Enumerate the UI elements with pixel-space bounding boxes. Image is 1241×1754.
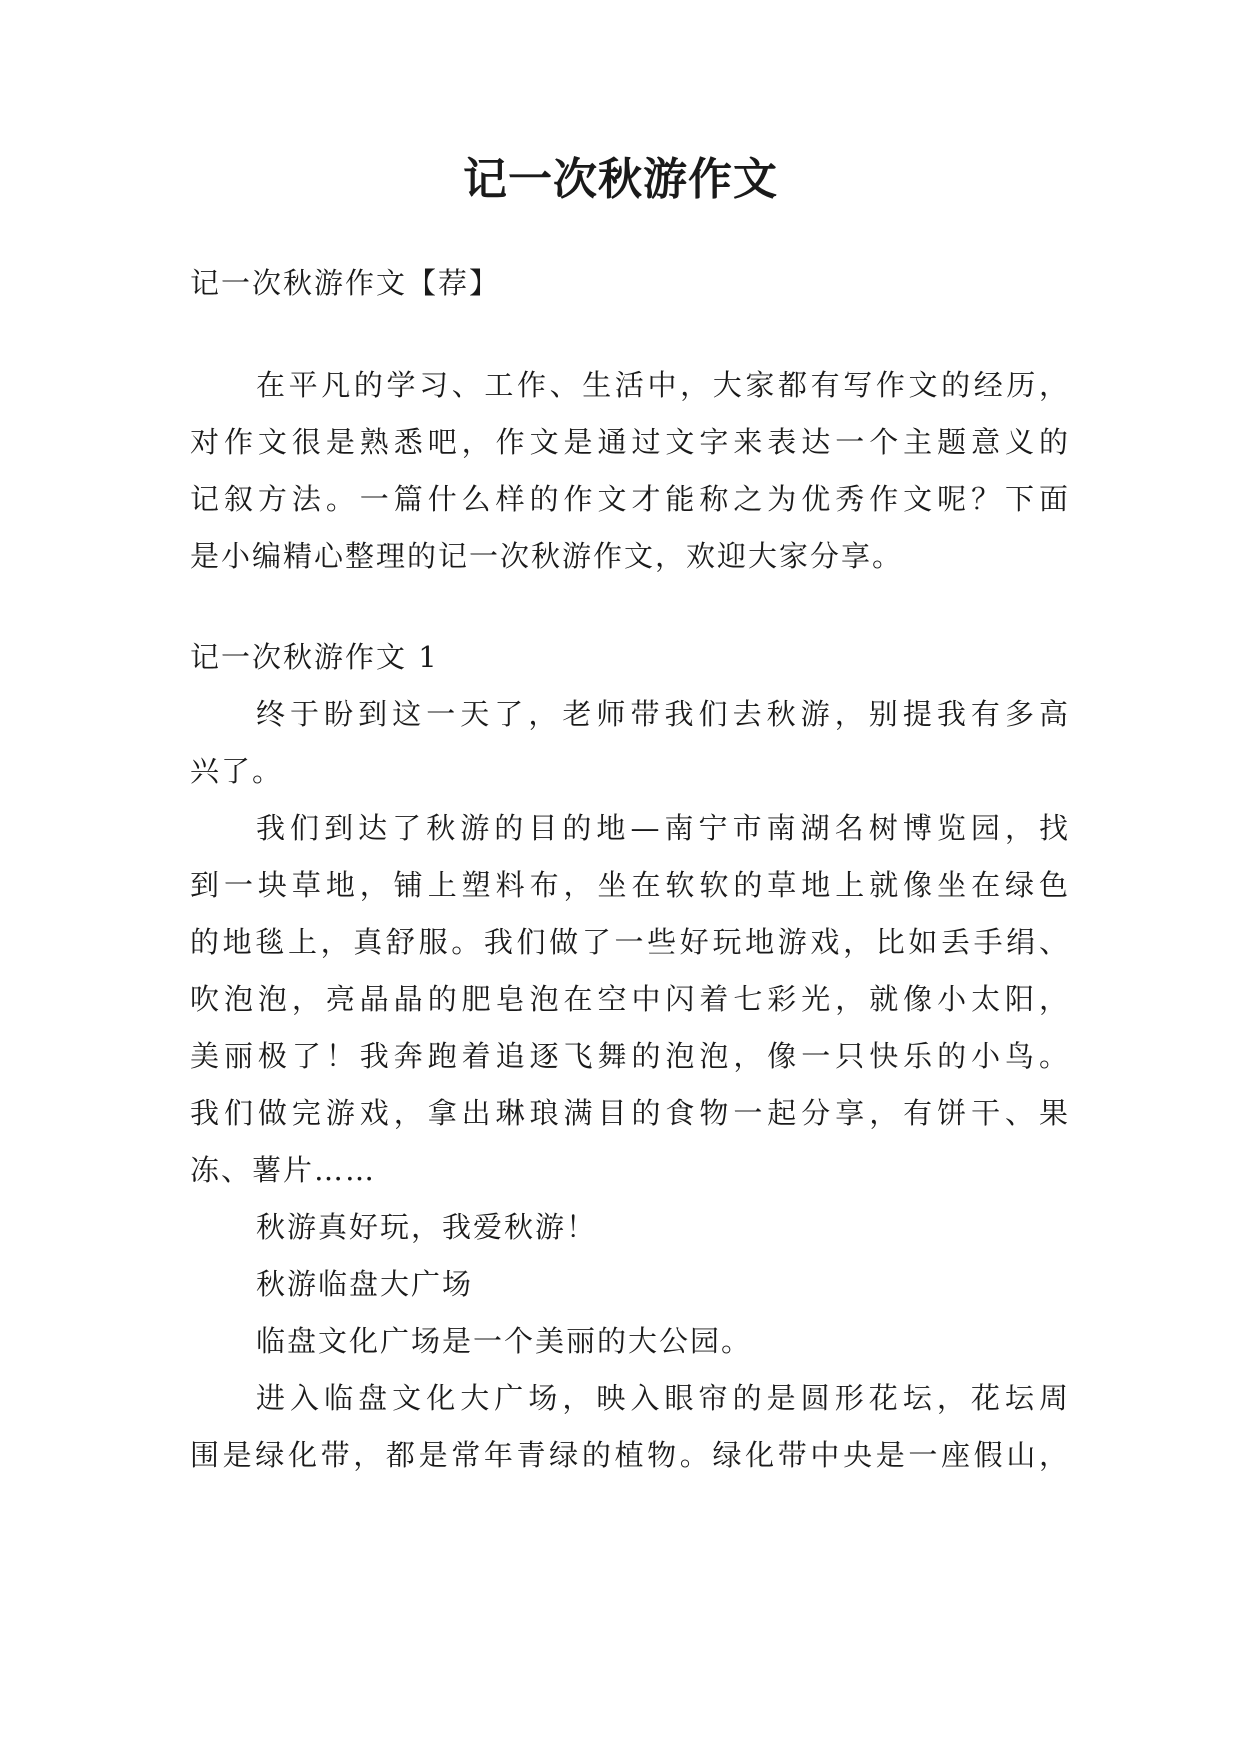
paragraph-line: 冻、薯片……: [190, 1153, 377, 1187]
paragraph-line: 兴了。: [190, 754, 284, 788]
intro-line: 在平凡的学习、工作、生活中，大家都有写作文的经历，: [256, 368, 1070, 402]
paragraph-line: 终于盼到这一天了，老师带我们去秋游，别提我有多高: [256, 697, 1070, 731]
paragraph-line: 美丽极了！我奔跑着追逐飞舞的泡泡，像一只快乐的小鸟。: [190, 1039, 1070, 1073]
intro-line: 是小编精心整理的记一次秋游作文，欢迎大家分享。: [190, 539, 904, 573]
intro-line: 记叙方法。一篇什么样的作文才能称之为优秀作文呢？下面: [190, 482, 1070, 516]
paragraph-line: 围是绿化带，都是常年青绿的植物。绿化带中央是一座假山，: [190, 1438, 1070, 1472]
paragraph-line: 临盘文化广场是一个美丽的大公园。: [256, 1324, 753, 1358]
paragraph-line: 我们到达了秋游的目的地—南宁市南湖名树博览园，找: [256, 811, 1070, 845]
paragraph-line: 吹泡泡，亮晶晶的肥皂泡在空中闪着七彩光，就像小太阳，: [190, 982, 1070, 1016]
paragraph-line: 秋游真好玩，我爱秋游！: [256, 1210, 598, 1244]
intro-line: 对作文很是熟悉吧，作文是通过文字来表达一个主题意义的: [190, 425, 1070, 459]
paragraph-line: 秋游临盘大广场: [256, 1267, 474, 1301]
document-subtitle: 记一次秋游作文【荐】: [190, 266, 501, 300]
paragraph-line: 进入临盘文化大广场，映入眼帘的是圆形花坛，花坛周: [256, 1381, 1070, 1415]
paragraph-line: 我们做完游戏，拿出琳琅满目的食物一起分享，有饼干、果: [190, 1096, 1070, 1130]
paragraph-line: 到一块草地，铺上塑料布，坐在软软的草地上就像坐在绿色: [190, 868, 1070, 902]
document-title: 记一次秋游作文: [463, 154, 778, 205]
section-heading: 记一次秋游作文 1: [190, 640, 439, 674]
paragraph-line: 的地毯上，真舒服。我们做了一些好玩地游戏，比如丢手绢、: [190, 925, 1070, 959]
